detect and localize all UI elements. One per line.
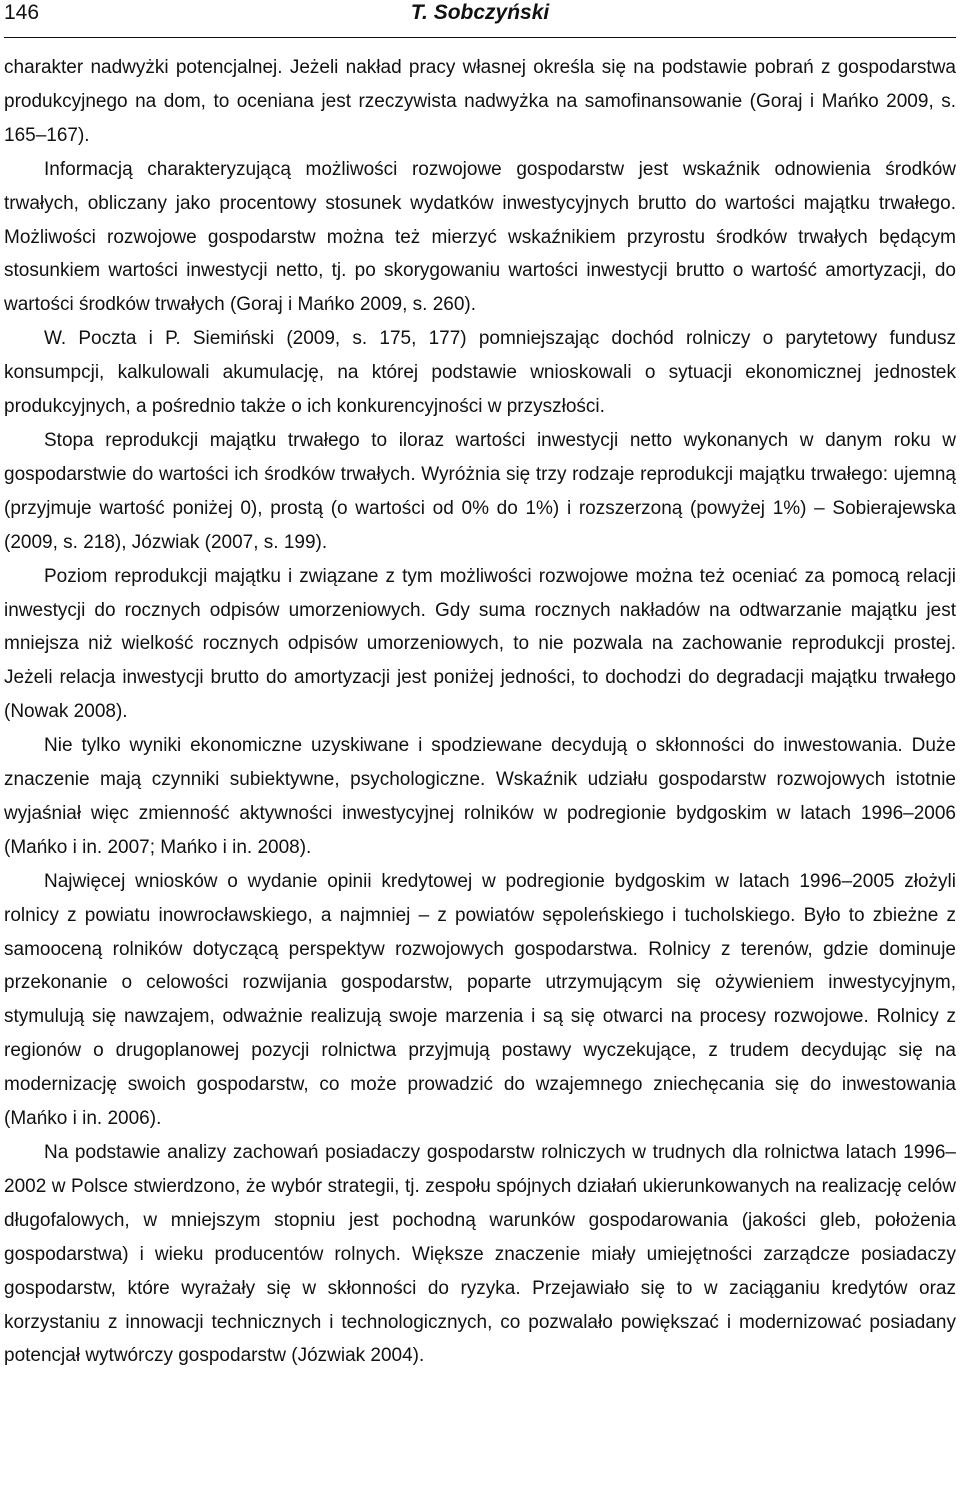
paragraph: Poziom reprodukcji majątku i związane z tym możliwości rozwojowe można też oceniać za pomocą relacji inwestycji do rocznych odpisów umorzeniowych. Gdy suma rocznych nakładów na odtwarzanie majątku jest mniejsza niż wielkość rocznych odpisów umorzeniowych, to nie pozwala na zachowanie reprodukcji prostej. Jeżeli relacja inwestycji brutto do amortyzacji jest poniżej jedności, to dochodzi do degradacji majątku trwałego (Nowak 2008).	[4, 565, 956, 723]
paragraph: Na podstawie analizy zachowań posiadaczy gospodarstw rolniczych w trudnych dla rolnictwa latach 1996–2002 w Polsce stwierdzono, że wybór strategii, tj. zespołu spójnych działań ukierunkowanych na realizację celów długofalowych, w mniejszym stopniu jest pochodną warunków gospodarowania (jakości gleb, położenia gospodarstwa) i wieku producentów rolnych. Większe znaczenie miały umiejętności zarządcze posiadaczy gospodarstw, które wyrażały się w skłonności do ryzyka. Przejawiało się to w zaciąganiu kredytów oraz korzystaniu z innowacji technicznych i technologicznych, co pozwalało powiększać i modernizować posiadany potencjał wytwórczy gospodarstw (Józwiak 2004).	[4, 1142, 956, 1367]
paragraph-continued: charakter nadwyżki potencjalnej. Jeżeli nakład pracy własnej określa się na podstawie pobrań z gospodarstwa produkcyjnego na dom, to oceniana jest rzeczywista nadwyżka na samofinansowanie (Goraj i Mańko 2009, s. 165–167).	[4, 57, 956, 146]
paragraph: Najwięcej wniosków o wydanie opinii kredytowej w podregionie bydgoskim w latach 1996–2005 złożyli rolnicy z powiatu inowrocławskiego, a najmniej – z powiatów sępoleńskiego i tucholskiego. Było to zbieżne z samooceną rolników dotyczącą perspektyw rozwojowych gospodarstwa. Rolnicy z terenów, gdzie dominuje przekonanie o celowości rozwijania gospodarstw, poparte utrzymującym się ożywieniem inwestycyjnym, stymulują się nawzajem, odważnie realizują swoje marzenia i są się otwarci na procesy rozwojowe. Rolnicy z regionów o drugoplanowej pozycji rolnictwa przyjmują postawy wyczekujące, z trudem decydując się na modernizację swoich gospodarstw, co może prowadzić do wzajemnego zniechęcania się do inwestowania (Mańko i in. 2006).	[4, 870, 956, 1130]
running-header	[4, 0, 956, 38]
page-number: 146	[4, 1, 40, 24]
paragraph: Stopa reprodukcji majątku trwałego to iloraz wartości inwestycji netto wykonanych w danym roku w gospodarstwie do wartości ich środków trwałych. Wyróżnia się trzy rodzaje reprodukcji majątku trwałego: ujemną (przyjmuje wartość poniżej 0), prostą (o wartości od 0% do 1%) i rozszerzoną (powyżej 1%) – Sobierajewska (2009, s. 218), Józwiak (2007, s. 199).	[4, 429, 956, 553]
paragraph: Informacją charakteryzującą możliwości rozwojowe gospodarstw jest wskaźnik odnowienia środków trwałych, obliczany jako procentowy stosunek wydatków inwestycyjnych brutto do wartości majątku trwałego. Możliwości rozwojowe gospodarstw można też mierzyć wskaźnikiem przyrostu środków trwałych będącym stosunkiem wartości inwestycji netto, tj. po skorygowaniu wartości inwestycji brutto o wartość amortyzacji, do wartości środków trwałych (Goraj i Mańko 2009, s. 260).	[4, 158, 956, 316]
body-text	[4, 51, 956, 1373]
running-title: T. Sobczyński	[410, 1, 550, 24]
paragraph: Nie tylko wyniki ekonomiczne uzyskiwane i spodziewane decydują o skłonności do inwestowania. Duże znaczenie mają czynniki subiektywne, psychologiczne. Wskaźnik udziału gospodarstw rozwojowych istotnie wyjaśniał więc zmienność aktywności inwestycyjnej rolników w podregionie bydgoskim w latach 1996–2006 (Mańko i in. 2007; Mańko i in. 2008).	[4, 735, 956, 858]
paragraph: W. Poczta i P. Siemiński (2009, s. 175, 177) pomniejszając dochód rolniczy o parytetowy fundusz konsumpcji, kalkulowali akumulację, na której podstawie wnioskowali o sytuacji ekonomicznej jednostek produkcyjnych, a pośrednio także o ich konkurencyjności w przyszłości.	[4, 328, 956, 418]
